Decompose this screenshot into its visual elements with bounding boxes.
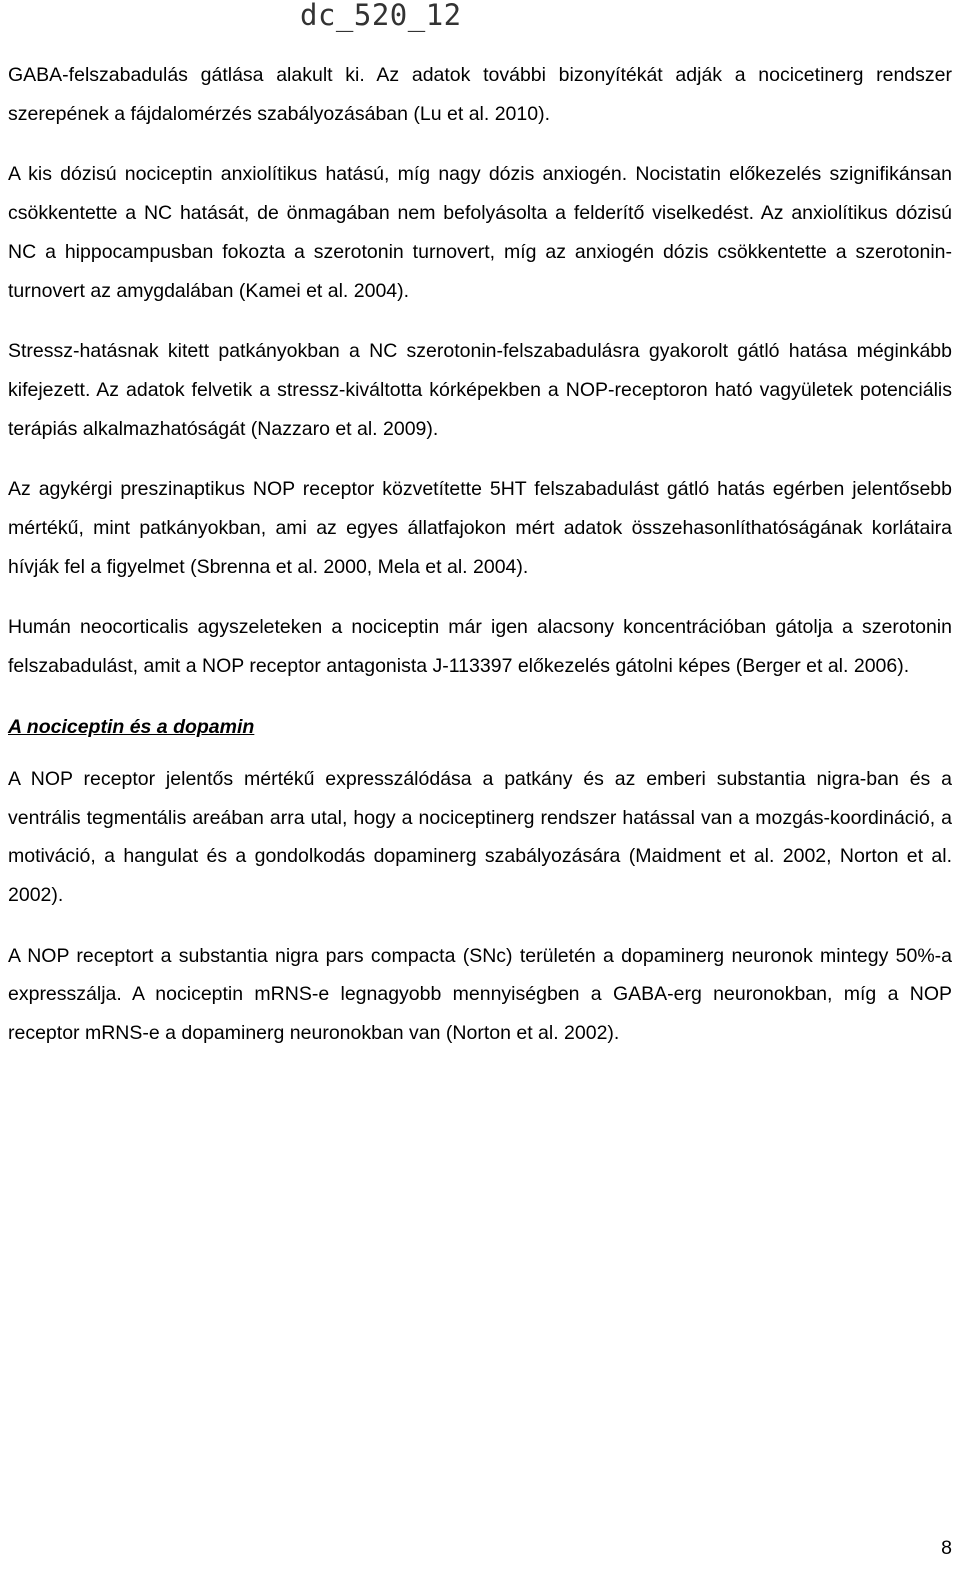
paragraph-stress-effect: Stressz-hatásnak kitett patkányokban a NC szerotonin-felszabadulásra gyakorolt gátló hatása méginkább kifejezett. Az adatok felvetik a stressz-kiváltotta kórképekben a NOP-receptoron ható vagyületek potenciális terápiás alkalmazhatóságát (Nazzaro et al. 2009). xyxy=(8,340,952,440)
document-body xyxy=(8,56,952,1075)
paragraph-anxiolytic-dose: A kis dózisú nociceptin anxiolítikus hatású, míg nagy dózis anxiogén. Nocistatin előkezelés szignifikánsan csökkentette a NC hatását, de önmagában nem befolyásolta a felderítő viselkedést. Az anxiolítikus dózisú NC a hippocampusban fokozta a szerotonin turnovert, míg az anxiogén dózis csökkentette a szerotonin-turnovert az amygdalában (Kamei et al. 2004). xyxy=(8,163,952,302)
paragraph-snc-dopaminergic: A NOP receptort a substantia nigra pars compacta (SNc) területén a dopaminerg neuronok mintegy 50%-a expresszálja. A nociceptin mRNS-e legnagyobb mennyiségben a GABA-erg neuronokban, míg a NOP receptor mRNS-e a dopaminerg neuronokban van (Norton et al. 2002). xyxy=(8,944,952,1045)
paragraph-species-differences: Az agykérgi preszinaptikus NOP receptor közvetítette 5HT felszabadulást gátló hatás egérben jelentősebb mértékű, mint patkányokban, ami az egyes állatfajokon mért adatok összehasonlíthatóságának korlátaira hívják fel a figyelmet (Sbrenna et al. 2000, Mela et al. 2004). xyxy=(8,478,952,578)
paragraph-human-neocortex: Humán neocorticalis agyszeleteken a nociceptin már igen alacsony koncentrációban gátolja a szerotonin felszabadulást, amit a NOP receptor antagonista J-113397 előkezelés gátolni képes (Berger et al. 2006). xyxy=(8,616,952,678)
paragraph-nop-expression: A NOP receptor jelentős mértékű expresszálódása a patkány és az emberi substantia nigra-ban és a ventrális tegmentális areában arra utal, hogy a nociceptinerg rendszer hatással van a mozgás-koordináció, a motiváció, a hangulat és a gondolkodás dopaminerg szabályozására (Maidment et al. 2002, Norton et al. 2002). xyxy=(8,767,952,906)
page-number: 8 xyxy=(941,1537,952,1559)
paragraph-gaba-release: GABA-felszabadulás gátlása alakult ki. Az adatok további bizonyítékát adják a nocicetinerg rendszer szerepének a fájdalomérzés szabályozásában (Lu et al. 2010). xyxy=(8,64,952,125)
section-heading: A nociceptin és a dopamin xyxy=(8,715,255,738)
document-code-header: dc_520_12 xyxy=(300,0,462,32)
